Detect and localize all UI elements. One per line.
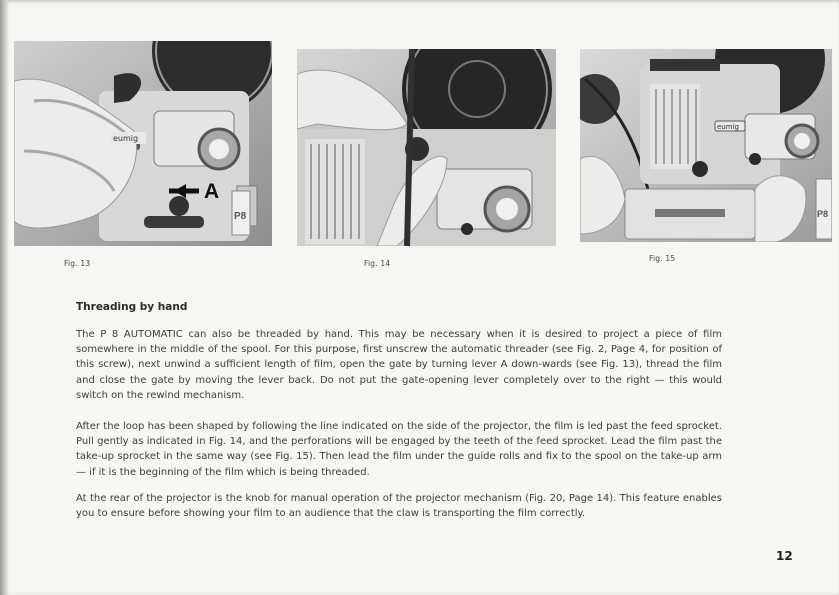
callout-letter-a: A (204, 180, 220, 203)
eumig-badge-text: eumig (113, 134, 139, 143)
figure-15-caption: Fig. 15 (649, 254, 676, 263)
p8-side-label: P8 (817, 209, 829, 219)
figure-14-photo (297, 49, 556, 246)
page-number: 12 (776, 549, 793, 563)
figure-13-caption: Fig. 13 (64, 259, 91, 268)
paragraph-loop-and-sprockets: After the loop has been shaped by following the line indicated on the side of the projector, the film is led past the feed sprocket. Pull gently as indicated in Fig. 14, and the perforations will be engaged by the teeth of the feed sprocket. Lead the film past the take-up sprocket in the same way (see Fig. 15). Then lead the film under the guide rolls and fix to the spool on the take-up arm — if it is the beginning of the film which is being threaded. (76, 421, 722, 478)
paragraph-manual-threading: The P 8 AUTOMATIC can also be threaded by hand. This may be necessary when it is desired to project a piece of film somewhere in the middle of the spool. For this purpose, first unscrew the automatic threader (see Fig. 2, Page 4, for position of this screw), next unwind a sufficient length of film, open the gate by turning lever A down-wards (see Fig. 13), thread the film and close the gate by moving the lever back. Do not put the gate-opening lever completely over to the right — this would switch on the rewind mechanism. (76, 329, 722, 401)
figure-15-photo (580, 49, 832, 242)
section-heading: Threading by hand (76, 301, 188, 313)
figure-13-photo (14, 41, 272, 246)
figure-14-caption: Fig. 14 (364, 259, 391, 268)
paragraph-manual-knob: At the rear of the projector is the knob for manual operation of the projector mechanism (Fig. 20, Page 14). This feature enables you to ensure before showing your film to an audience that the claw is transporting the film correctly. (76, 493, 722, 520)
p8-side-label: P8 (234, 211, 247, 222)
eumig-badge-text: eumig (717, 123, 739, 131)
binding-edge (0, 0, 9, 595)
